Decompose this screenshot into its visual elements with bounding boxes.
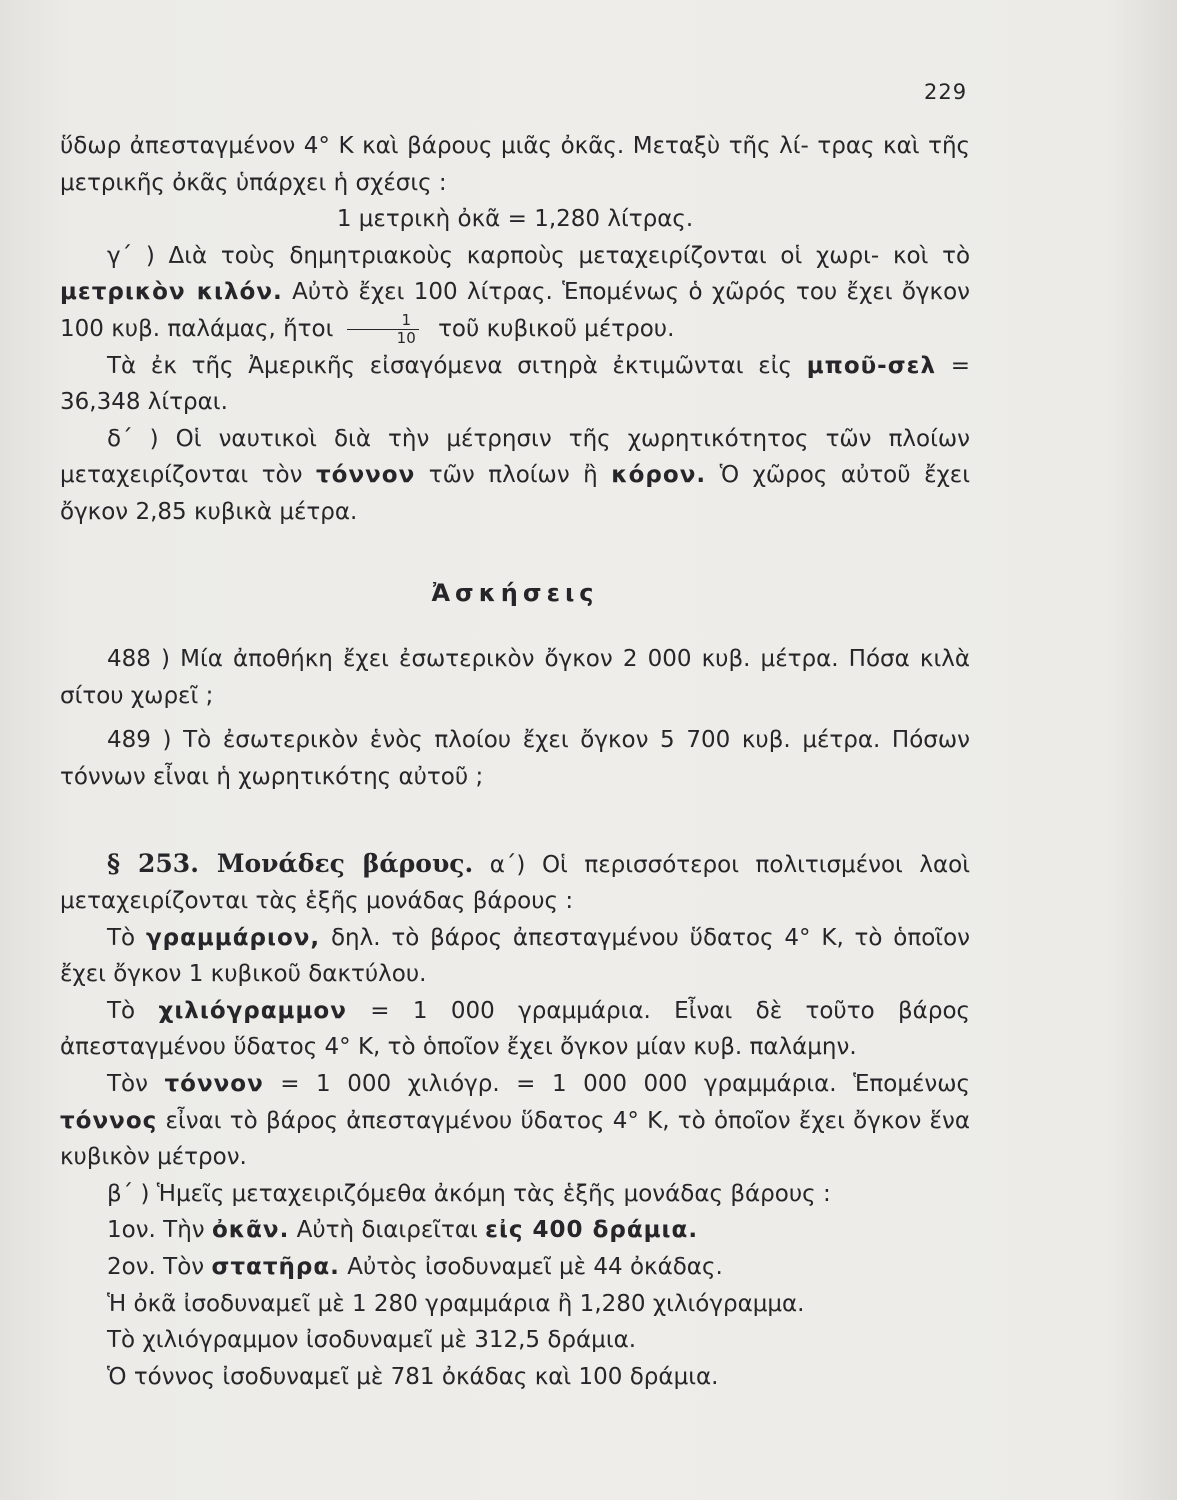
text-span: = 1 000 γραμμάρια. Εἶναι δὲ τοῦτο βάρος ἀπεσταγμένου ὕδατος 4° Κ, τὸ ὁποῖον ἔχει ὄγκον μίαν κυβ. παλάμην. [60, 997, 971, 1061]
term-stater: στατῆρα. [211, 1254, 340, 1281]
text-span: δηλ. τὸ βάρος ἀπεσταγμένου ὕδατος 4° Κ, τὸ ὁποῖον ἔχει ὄγκον 1 κυβικοῦ δακτύλου. [60, 924, 970, 988]
page-number: 229 [924, 80, 968, 104]
term-koros: κόρον. [611, 462, 707, 489]
fraction-numerator: 1 [347, 312, 419, 330]
section-title: § 253. Μονάδες βάρους. [107, 848, 474, 878]
text-span: 1ον. Τὴν [107, 1217, 205, 1244]
text-span: Τὸ [107, 924, 136, 951]
paragraph-gram [60, 920, 970, 993]
text-line: τρας καὶ τῆς μετρικῆς ὀκᾶς ὑπάρχει ἡ σχέσις : [60, 133, 971, 196]
equivalence-oka: Ἡ ὀκᾶ ἰσοδυναμεῖ μὲ 1 280 γραμμάρια ἢ 1,280 χιλιόγραμμα. [107, 1290, 805, 1317]
paragraph-oka [60, 1212, 970, 1249]
text-span: κοὶ τὸ [892, 242, 971, 269]
paragraph-gamma [60, 238, 970, 348]
page-body [60, 128, 970, 1395]
text-span: Τὸ [107, 997, 136, 1024]
text-span: Ὁ χῶρος αὐτοῦ ἔχει ὄγκον 2,85 κυβικὰ μέτρα. [60, 462, 970, 525]
term-ton-2: τόννος [60, 1107, 158, 1134]
term-ton: τόννον [164, 1071, 264, 1098]
text-span: του ἔχει ὄγκον 100 κυβ. παλάμας, ἤτοι [60, 279, 970, 342]
paragraph-bushel [60, 348, 970, 421]
text-span: α΄) Οἱ περισσότεροι πολιτισμένοι λαοὶ μεταχειρίζονται τὰς ἑξῆς μονάδας βάρους : [60, 851, 970, 915]
term-metric-kilo: μετρικὸν κιλόν. [60, 279, 283, 306]
term-tonnos: τόννον [315, 462, 416, 489]
paragraph-kilogram [60, 993, 970, 1066]
paragraph-stater [60, 1249, 970, 1286]
paragraph-ton [60, 1066, 970, 1176]
text-span: Τὸν [107, 1071, 148, 1098]
text-span: γ΄ ) Διὰ τοὺς δημητριακοὺς καρποὺς μεταχειρίζονται οἱ χωρι- [107, 242, 880, 269]
exercises-heading: Ἀσκήσεις [431, 578, 599, 607]
paragraph-delta [60, 421, 970, 531]
text-span: τῶν πλοίων ἢ [428, 462, 598, 489]
paragraph-beta: β΄ ) Ἡμεῖς μεταχειριζόμεθα ἀκόμη τὰς ἑξῆς μονάδας βάρους : [107, 1180, 831, 1207]
equivalence-ton: Ὁ τόννος ἰσοδυναμεῖ μὲ 781 ὀκάδας καὶ 100 δράμια. [107, 1363, 719, 1390]
term-400-dramia: εἰς 400 δράμια. [485, 1217, 699, 1244]
text-span: = 36,348 λίτραι. [60, 352, 971, 416]
text-span: εἶναι τὸ βάρος ἀπεσταγμένου ὕδατος 4° Κ, τὸ ὁποῖον ἔχει ὄγκον ἕνα κυβικὸν μέτρον. [60, 1107, 971, 1171]
paragraph-water-definition [60, 128, 970, 201]
exercise-488: 488 ) Μία ἀποθήκη ἔχει ἐσωτερικὸν ὄγκον 2 000 κυβ. μέτρα. Πόσα κιλὰ σίτου χωρεῖ ; [60, 646, 970, 709]
term-oka: ὀκᾶν. [211, 1217, 290, 1244]
text-span: Αὐτὸς ἰσοδυναμεῖ μὲ 44 ὀκάδας. [347, 1254, 723, 1281]
text-span: = 1 000 χιλιόγρ. = 1 000 000 γραμμάρια. Ἑπομένως [280, 1071, 971, 1098]
text-span: Αὐτὴ διαιρεῖται [296, 1217, 478, 1244]
text-span: 2ον. Τὸν [107, 1254, 205, 1281]
fraction-denominator: 10 [396, 328, 416, 347]
text-span: δ΄ ) Οἱ ναυτικοὶ διὰ τὴν μέτρησιν τῆς χωρητικότητος τῶν πλοίων μεταχειρίζονται τὸν [60, 425, 970, 489]
section-253-intro [60, 846, 970, 920]
exercise-489: 489 ) Τὸ ἐσωτερικὸν ἑνὸς πλοίου ἔχει ὄγκον 5 700 κυβ. μέτρα. Πόσων τόννων εἶναι ἡ χωρητικότης αὐτοῦ ; [60, 727, 970, 790]
term-gram: γραμμάριον, [145, 924, 321, 951]
equivalence-kilogram: Τὸ χιλιόγραμμον ἰσοδυναμεῖ μὲ 312,5 δράμια. [107, 1327, 637, 1354]
fraction-one-tenth [347, 312, 419, 347]
term-kilogram: χιλιόγραμμον [158, 997, 347, 1024]
text-span: τοῦ κυβικοῦ μέτρου. [438, 315, 675, 342]
equation-metric-oka: 1 μετρικὴ ὀκᾶ = 1,280 λίτρας. [336, 206, 694, 233]
text-line: ὕδωρ ἀπεσταγμένον 4° Κ καὶ βάρους μιᾶς ὀκᾶς. Μεταξὺ τῆς λί- [60, 133, 809, 159]
term-bushel: μποῦ-σελ [806, 352, 937, 379]
text-span: Αὐτὸ ἔχει 100 λίτρας. Ἑπομένως ὁ χῶρός [292, 279, 787, 306]
text-span: Τὰ ἐκ τῆς Ἀμερικῆς εἰσαγόμενα σιτηρὰ ἐκτιμῶνται εἰς [107, 352, 793, 379]
